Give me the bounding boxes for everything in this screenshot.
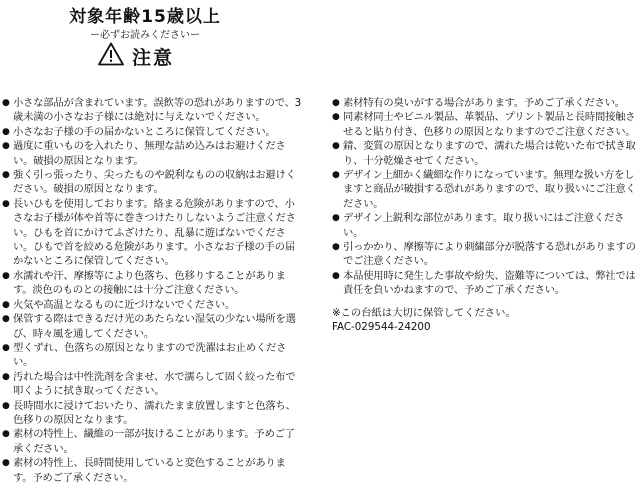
left-column [2, 96, 302, 485]
list-item [2, 269, 302, 298]
item-text: 錆、変質の原因となりますので、濡れた場合は乾いた布で拭き取り、十分乾燥させてください。 [343, 140, 636, 167]
bullet: ● [2, 170, 10, 181]
item-text: 小さな部品が含まれています。誤飲等の恐れがありますので、3歳未満の小さなお子様には絶対に与えないでください。 [13, 97, 302, 124]
bullet: ● [332, 270, 340, 281]
list-item [2, 139, 302, 168]
item-text: 本品使用時に発生した事故や紛失、盗難等については、弊社では責任を負いかねますので、予めご了承ください。 [343, 269, 636, 297]
item-text: 水濡れや汗、摩擦等により色落ち、色移りすることがあります。淡色のものとの接触には十分ご注意ください。 [13, 269, 286, 297]
bullet: ● [2, 299, 10, 310]
caution-label: 注意 [132, 46, 175, 69]
bullet: ● [2, 98, 10, 108]
list-item [2, 312, 302, 341]
list-item [332, 139, 638, 168]
item-text: 強く引っ張ったり、尖ったものや鋭利なものの収納はお避けください。破損の原因となります。 [13, 169, 296, 196]
bullet: ● [332, 242, 340, 253]
list-item [2, 125, 302, 139]
list-item [2, 197, 302, 269]
item-text: 素材特有の臭いがする場合があります。予めご了承ください。 [343, 97, 625, 109]
list-item [332, 96, 638, 110]
bullet: ● [332, 170, 340, 181]
item-text: 素材の特性上、長時間使用していると変色することがあります。予めご了承ください。 [13, 457, 286, 484]
caution-heading [98, 42, 174, 70]
bullet: ● [2, 400, 10, 411]
list-item [2, 370, 302, 399]
list-item [332, 240, 638, 269]
item-text: 同素材同士やビニル製品、革製品、プリント製品と長時間接触させると貼り付き、色移りの原因となりますのでご注意ください。 [343, 111, 636, 138]
list-item [332, 269, 638, 298]
item-text: デザイン上鋭利な部位があります。取り扱いにはご注意ください。 [343, 212, 625, 239]
item-text: 汚れた場合は中性洗剤を含ませ、水で濡らして固く絞った布で叩くように拭き取ってください。 [13, 370, 296, 398]
item-text: 長時間水に浸けておいたり、濡れたまま放置しますと色落ち、色移りの原因となります。 [13, 399, 296, 426]
list-item [332, 211, 638, 240]
bullet: ● [2, 314, 10, 325]
bullet: ● [2, 342, 10, 353]
bullet: ● [2, 429, 10, 440]
list-item [2, 96, 302, 125]
list-item [2, 341, 302, 370]
item-text: デザイン上細かく繊細な作りになっています。無理な扱い方をしますと商品が破損する恐れがありますので、取り扱いにご注意ください。 [343, 169, 636, 210]
bullet: ● [332, 213, 340, 224]
list-item [332, 168, 638, 211]
right-column [332, 96, 638, 335]
item-text: 過度に重いものを入れたり、無理な詰め込みはお避けください。破損の原因となります。 [13, 140, 286, 167]
keep-note: ※この台紙は大切に保管してください。 [332, 306, 516, 319]
item-text: 引っかかり、摩擦等により刺繍部分が脱落する恐れがありますのでご注意ください。 [343, 241, 636, 268]
warning-triangle-icon [98, 42, 124, 70]
item-text: 型くずれ、色落ちの原因となりますので洗濯はお止めください。 [13, 341, 287, 369]
item-text: 火気や高温となるものに近づけないでください。 [13, 298, 236, 311]
bullet: ● [2, 141, 10, 152]
item-text: 小さなお子様の手の届かないところに保管してください。 [13, 125, 276, 138]
bullet: ● [332, 141, 340, 152]
item-text: 素材の特性上、繊維の一部が抜けることがあります。予めご了承ください。 [13, 428, 295, 455]
bullet: ● [332, 98, 340, 108]
bullet: ● [2, 198, 10, 209]
list-item [2, 298, 302, 312]
list-item [2, 168, 302, 197]
title: 対象年齢15歳以上 [69, 7, 221, 27]
bullet: ● [2, 458, 10, 469]
bullet: ● [2, 270, 10, 281]
bullet: ● [332, 112, 340, 123]
list-item [332, 110, 638, 139]
bullet: ● [2, 371, 10, 382]
bullet: ● [2, 126, 10, 137]
item-text: 保管する際はできるだけ光のあたらない湿気の少ない場所を選び、時々風を通してください。 [13, 313, 296, 340]
list-item [2, 399, 302, 428]
item-text: 長いひもを使用しております。絡まる危険がありますので、小さなお子様が体や首等に巻きつけたりしないようご注意ください。ひもを首にかけてふざけたり、乱暴に遊ばないでください。ひもで首を絞める危険があります。小さなお子様の手の届かないところに保管してください。 [13, 197, 296, 268]
list-item [2, 427, 302, 456]
subtitle: ー必ずお読みくださいー [90, 30, 200, 41]
list-item [2, 456, 302, 485]
product-code: FAC-029544-24200 [332, 321, 431, 334]
